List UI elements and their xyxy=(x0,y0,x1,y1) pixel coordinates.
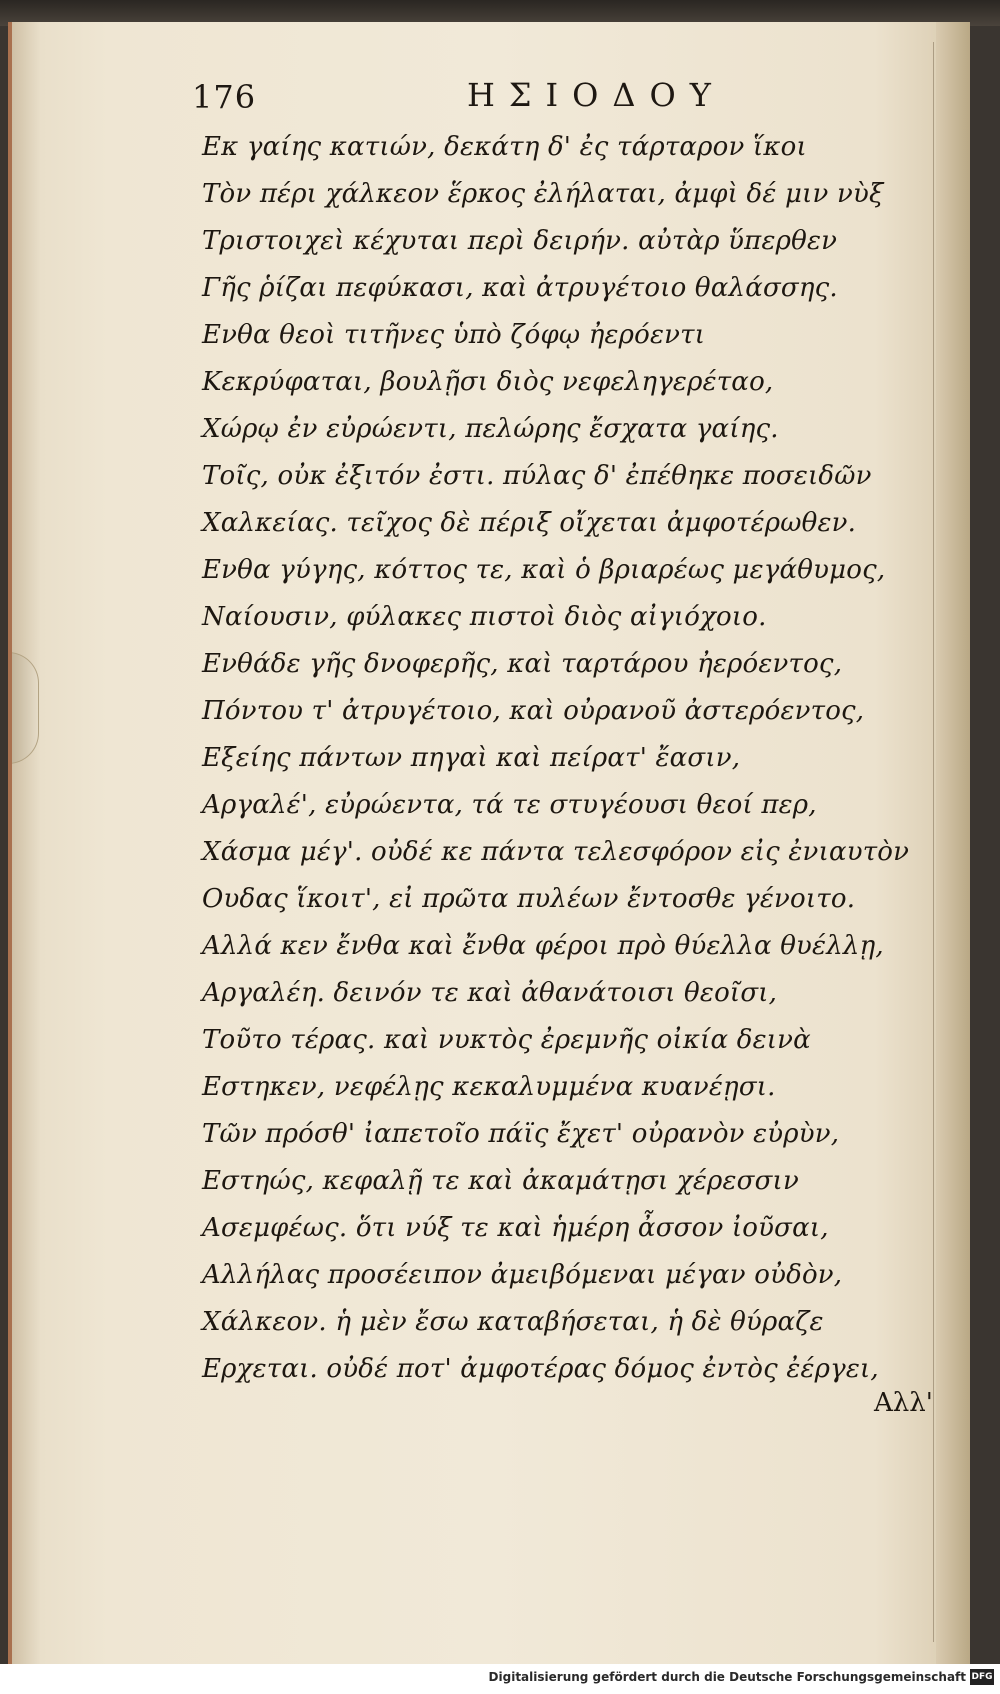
verse-line: Ενθα γύγης, κόττος τε, καὶ ὁ βριαρέως μεγάθυμος, xyxy=(202,555,886,585)
verse-line: Ενθα θεοὶ τιτῆνες ὑπὸ ζόφῳ ἠερόεντι xyxy=(202,320,706,350)
verse-line: Εστηώς, κεφαλῇ τε καὶ ἀκαμάτῃσι χέρεσσιν xyxy=(202,1166,799,1196)
verse-line: Ερχεται. οὐδέ ποτ' ἀμφοτέρας δόμος ἐντὸς ἐέργει, xyxy=(202,1354,879,1384)
page-number: 176 xyxy=(192,78,257,116)
verse-line: Χαλκείας. τεῖχος δὲ πέριξ οἴχεται ἀμφοτέρωθεν. xyxy=(202,508,857,538)
verse-line: Τριστοιχεὶ κέχυται περὶ δειρήν. αὐτὰρ ὕπερθεν xyxy=(202,226,838,256)
verse-line: Αλλήλας προσέειπον ἀμειβόμεναι μέγαν οὐδὸν, xyxy=(202,1260,843,1290)
verse-line: Τῶν πρόσθ' ἰαπετοῖο πάϊς ἔχετ' οὐρανὸν εὐρὺν, xyxy=(202,1119,840,1149)
verse-line: Εξείης πάντων πηγαὶ καὶ πείρατ' ἔασιν, xyxy=(202,743,741,773)
verse-line: Τὸν πέρι χάλκεον ἕρκος ἐλήλαται, ἀμφὶ δέ μιν νὺξ xyxy=(202,179,884,209)
verse-line: Πόντου τ' ἀτρυγέτοιο, καὶ οὐρανοῦ ἀστερόεντος, xyxy=(202,696,865,726)
verse-line: Εκ γαίης κατιών, δεκάτη δ' ἐς τάρταρον ἵκοι xyxy=(202,132,807,162)
verse-line: Αργαλέ', εὐρώεντα, τά τε στυγέουσι θεοί περ, xyxy=(202,790,817,820)
verse-block xyxy=(202,124,962,1393)
dfg-logo-icon: DFG xyxy=(970,1669,994,1685)
verse-line: Ασεμφέως. ὅτι νύξ τε καὶ ἡμέρη ἆσσον ἰοῦσαι, xyxy=(202,1213,829,1243)
verse-line: Ουδας ἵκοιτ', εἰ πρῶτα πυλέων ἔντοσθε γένοιτο. xyxy=(202,884,856,914)
verse-line: Εστηκεν, νεφέλῃς κεκαλυμμένα κυανέῃσι. xyxy=(202,1072,776,1102)
catchword: Αλλ' xyxy=(874,1388,933,1418)
book-clasp-shadow xyxy=(8,652,39,764)
verse-line: Γῆς ῥίζαι πεφύκασι, καὶ ἀτρυγέτοιο θαλάσσης. xyxy=(202,273,838,303)
verse-line: Ενθάδε γῆς δνοφερῆς, καὶ ταρτάρου ἠερόεντος, xyxy=(202,649,843,679)
verse-line: Χώρῳ ἐν εὐρώεντι, πελώρης ἔσχατα γαίης. xyxy=(202,414,779,444)
book-page xyxy=(8,22,970,1664)
digitization-footer xyxy=(0,1664,1000,1694)
verse-line: Αργαλέη. δεινόν τε καὶ ἀθανάτοισι θεοῖσι, xyxy=(202,978,778,1008)
funding-credit: Digitalisierung gefördert durch die Deutsche Forschungsgemeinschaft xyxy=(488,1670,966,1684)
verse-line: Τοῦτο τέρας. καὶ νυκτὸς ἐρεμνῆς οἰκία δεινὰ xyxy=(202,1025,811,1055)
verse-line: Χάλκεον. ἡ μὲν ἔσω καταβήσεται, ἡ δὲ θύραζε xyxy=(202,1307,824,1337)
verse-line: Χάσμα μέγ'. οὐδέ κε πάντα τελεσφόρον εἰς ἐνιαυτὸν xyxy=(202,837,910,867)
verse-line: Κεκρύφαται, βουλῇσι διὸς νεφεληγερέταο, xyxy=(202,367,774,397)
verse-line: Αλλά κεν ἔνθα καὶ ἔνθα φέροι πρὸ θύελλα θυέλλῃ, xyxy=(202,931,884,961)
running-title: ΗΣΙΟΔΟΥ xyxy=(467,76,725,114)
verse-line: Τοῖς, οὐκ ἐξιτόν ἐστι. πύλας δ' ἐπέθηκε ποσειδῶν xyxy=(202,461,872,491)
running-head xyxy=(12,74,970,124)
verse-line: Ναίουσιν, φύλακες πιστοὶ διὸς αἰγιόχοιο. xyxy=(202,602,767,632)
